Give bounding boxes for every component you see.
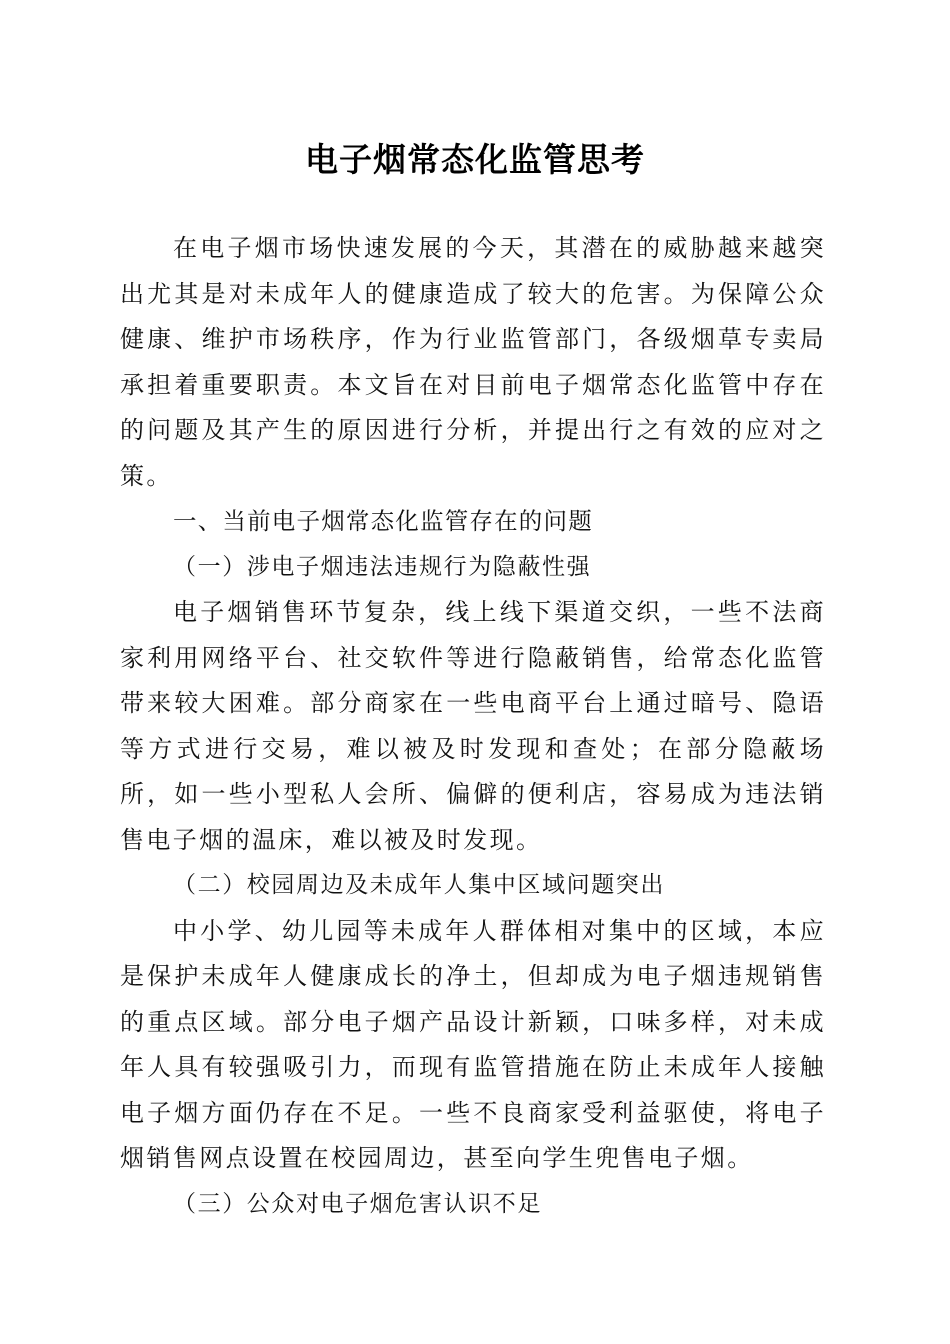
subsection-2-paragraph: 中小学、幼儿园等未成年人群体相对集中的区域，本应是保护未成年人健康成长的净土，但却成为电子烟违规销售的重点区域。部分电子烟产品设计新颖，口味多样，对未成年人具有较强吸引力，而现有监管措施在防止未成年人接触电子烟方面仍存在不足。一些不良商家受利益驱使，将电子烟销售网点设置在校园周边，甚至向学生兜售电子烟。 — [120, 916, 826, 1172]
intro-paragraph: 在电子烟市场快速发展的今天，其潜在的威胁越来越突出尤其是对未成年人的健康造成了较大的危害。为保障公众健康、维护市场秩序，作为行业监管部门，各级烟草专卖局承担着重要职责。本文旨在对目前电子烟常态化监管中存在的问题及其产生的原因进行分析，并提出行之有效的应对之策。 — [120, 234, 826, 490]
document-title: 电子烟常态化监管思考 — [305, 140, 645, 179]
document-body — [120, 226, 826, 1227]
subsection-2-heading: （二）校园周边及未成年人集中区域问题突出 — [173, 872, 665, 898]
section-1-heading: 一、当前电子烟常态化监管存在的问题 — [173, 507, 593, 535]
subsection-1-heading: （一）涉电子烟违法违规行为隐蔽性强 — [173, 553, 592, 580]
subsection-1-paragraph: 电子烟销售环节复杂，线上线下渠道交织，一些不法商家利用网络平台、社交软件等进行隐蔽销售，给常态化监管带来较大困难。部分商家在一些电商平台上通过暗号、隐语等方式进行交易，难以被及时发现和查处；在部分隐蔽场所，如一些小型私人会所、偏僻的便利店，容易成为违法销售电子烟的温床，难以被及时发现。 — [120, 598, 826, 854]
subsection-3-heading: （三）公众对电子烟危害认识不足 — [173, 1190, 542, 1217]
